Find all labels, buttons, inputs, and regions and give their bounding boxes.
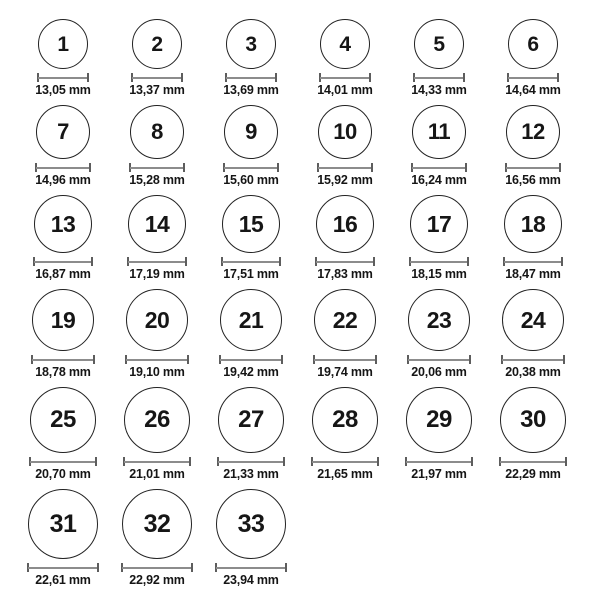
diameter-dimension-line xyxy=(221,257,281,266)
diameter-dimension-line xyxy=(317,163,373,172)
diameter-label: 21,97 mm xyxy=(411,467,467,481)
ring-size-number: 26 xyxy=(144,406,170,433)
ring-size-number: 9 xyxy=(245,119,257,144)
ring-size-cell xyxy=(298,105,392,187)
diameter-label: 19,74 mm xyxy=(317,365,373,379)
diameter-label: 13,05 mm xyxy=(35,83,91,97)
diameter-dimension-line xyxy=(499,457,567,466)
ring-circle xyxy=(504,195,562,253)
diameter-dimension-line xyxy=(127,257,187,266)
diameter-label: 14,96 mm xyxy=(35,173,91,187)
ring-circle xyxy=(410,195,468,253)
diameter-dimension-line xyxy=(125,355,189,364)
diameter-label: 20,06 mm xyxy=(411,365,467,379)
diameter-dimension-line xyxy=(315,257,375,266)
diameter-label: 15,60 mm xyxy=(223,173,279,187)
ring-size-cell xyxy=(16,105,110,187)
dimension-line-bar xyxy=(414,77,464,79)
dimension-line-bar xyxy=(132,77,182,79)
ring-size-cell xyxy=(486,195,580,281)
ring-circle xyxy=(124,387,190,453)
chart-row xyxy=(16,289,600,379)
ring-circle xyxy=(126,289,188,351)
ring-size-number: 5 xyxy=(433,32,445,56)
ring-size-number: 3 xyxy=(245,32,257,56)
ring-size-number: 24 xyxy=(520,306,546,333)
dimension-line-bar xyxy=(508,77,558,79)
ring-size-number: 10 xyxy=(333,119,357,144)
diameter-label: 18,47 mm xyxy=(505,267,561,281)
chart-row xyxy=(16,489,600,587)
ring-size-cell xyxy=(110,195,204,281)
ring-size-cell xyxy=(298,289,392,379)
dimension-line-bar xyxy=(504,261,562,263)
dimension-line-bar xyxy=(318,167,372,169)
diameter-dimension-line xyxy=(27,563,99,572)
diameter-dimension-line xyxy=(33,257,93,266)
diameter-label: 13,37 mm xyxy=(129,83,185,97)
dimension-line-bar xyxy=(320,77,370,79)
dimension-line-bar xyxy=(222,261,280,263)
diameter-dimension-line xyxy=(121,563,193,572)
ring-size-number: 4 xyxy=(339,32,351,56)
ring-size-cell xyxy=(486,105,580,187)
ring-circle xyxy=(220,289,282,351)
ring-circle xyxy=(132,19,182,69)
dimension-line-bar xyxy=(218,461,284,463)
ring-size-number: 2 xyxy=(151,32,163,56)
ring-size-cell xyxy=(110,105,204,187)
ring-size-number: 8 xyxy=(151,119,163,144)
diameter-dimension-line xyxy=(407,355,471,364)
ring-size-cell xyxy=(204,489,298,587)
ring-size-cell xyxy=(298,387,392,481)
ring-circle xyxy=(408,289,470,351)
ring-size-number: 18 xyxy=(520,210,546,237)
dimension-line-bar xyxy=(314,359,376,361)
ring-size-number: 31 xyxy=(49,509,77,538)
ring-size-cell xyxy=(204,289,298,379)
ring-size-cell xyxy=(204,195,298,281)
diameter-dimension-line xyxy=(29,457,97,466)
dimension-line-bar xyxy=(216,567,286,569)
ring-size-cell xyxy=(486,387,580,481)
ring-size-cell xyxy=(392,195,486,281)
ring-size-cell xyxy=(486,19,580,97)
ring-size-number: 1 xyxy=(57,32,69,56)
ring-size-cell xyxy=(392,105,486,187)
diameter-dimension-line xyxy=(217,457,285,466)
diameter-dimension-line xyxy=(319,73,371,82)
diameter-label: 19,42 mm xyxy=(223,365,279,379)
ring-size-cell xyxy=(110,19,204,97)
ring-circle xyxy=(30,387,96,453)
diameter-label: 17,51 mm xyxy=(223,267,279,281)
ring-circle xyxy=(318,105,372,159)
ring-size-cell xyxy=(16,195,110,281)
ring-size-number: 22 xyxy=(332,306,358,333)
diameter-dimension-line xyxy=(411,163,467,172)
dimension-line-bar xyxy=(122,567,192,569)
ring-size-number: 19 xyxy=(50,306,76,333)
dimension-line-bar xyxy=(406,461,472,463)
diameter-label: 23,94 mm xyxy=(223,573,279,587)
ring-circle xyxy=(32,289,94,351)
ring-size-number: 28 xyxy=(332,406,358,433)
ring-size-cell xyxy=(110,489,204,587)
diameter-label: 13,69 mm xyxy=(223,83,279,97)
ring-size-cell xyxy=(16,489,110,587)
chart-row xyxy=(16,19,600,97)
chart-row xyxy=(16,387,600,481)
ring-circle xyxy=(28,489,98,559)
ring-size-number: 16 xyxy=(332,210,358,237)
ring-size-number: 25 xyxy=(50,406,76,433)
diameter-dimension-line xyxy=(311,457,379,466)
ring-circle xyxy=(216,489,286,559)
diameter-dimension-line xyxy=(215,563,287,572)
diameter-dimension-line xyxy=(405,457,473,466)
chart-row xyxy=(16,195,600,281)
ring-circle xyxy=(226,19,276,69)
diameter-dimension-line xyxy=(223,163,279,172)
dimension-line-bar xyxy=(312,461,378,463)
ring-circle xyxy=(122,489,192,559)
ring-size-cell xyxy=(204,19,298,97)
diameter-label: 14,33 mm xyxy=(411,83,467,97)
diameter-label: 22,92 mm xyxy=(129,573,185,587)
dimension-line-bar xyxy=(128,261,186,263)
ring-size-number: 6 xyxy=(527,32,539,56)
ring-circle xyxy=(314,289,376,351)
diameter-dimension-line xyxy=(123,457,191,466)
ring-circle xyxy=(406,387,472,453)
dimension-line-bar xyxy=(316,261,374,263)
ring-size-number: 15 xyxy=(238,210,264,237)
dimension-line-bar xyxy=(226,77,276,79)
ring-size-cell xyxy=(204,387,298,481)
ring-circle xyxy=(36,105,90,159)
diameter-label: 14,64 mm xyxy=(505,83,561,97)
ring-size-number: 7 xyxy=(57,119,69,144)
diameter-dimension-line xyxy=(219,355,283,364)
diameter-label: 20,38 mm xyxy=(505,365,561,379)
dimension-line-bar xyxy=(126,359,188,361)
dimension-line-bar xyxy=(32,359,94,361)
ring-circle xyxy=(312,387,378,453)
ring-circle xyxy=(316,195,374,253)
diameter-label: 18,78 mm xyxy=(35,365,91,379)
dimension-line-bar xyxy=(130,167,184,169)
ring-size-cell xyxy=(16,387,110,481)
ring-size-cell xyxy=(392,289,486,379)
ring-size-number: 13 xyxy=(50,210,76,237)
ring-circle xyxy=(414,19,464,69)
ring-size-cell xyxy=(392,387,486,481)
ring-size-cell xyxy=(16,19,110,97)
dimension-line-bar xyxy=(30,461,96,463)
diameter-label: 14,01 mm xyxy=(317,83,373,97)
diameter-dimension-line xyxy=(409,257,469,266)
ring-circle xyxy=(500,387,566,453)
ring-size-number: 30 xyxy=(520,406,546,433)
dimension-line-bar xyxy=(502,359,564,361)
dimension-line-bar xyxy=(36,167,90,169)
ring-circle xyxy=(320,19,370,69)
ring-size-cell xyxy=(298,195,392,281)
diameter-label: 16,24 mm xyxy=(411,173,467,187)
diameter-label: 21,01 mm xyxy=(129,467,185,481)
ring-size-number: 23 xyxy=(426,306,452,333)
ring-size-number: 33 xyxy=(237,509,265,538)
ring-circle xyxy=(218,387,284,453)
dimension-line-bar xyxy=(410,261,468,263)
ring-size-number: 21 xyxy=(238,306,264,333)
ring-size-number: 14 xyxy=(144,210,170,237)
ring-circle xyxy=(128,195,186,253)
dimension-line-bar xyxy=(500,461,566,463)
ring-circle xyxy=(34,195,92,253)
ring-size-cell xyxy=(392,19,486,97)
ring-size-number: 17 xyxy=(426,210,452,237)
diameter-label: 17,19 mm xyxy=(129,267,185,281)
ring-size-number: 12 xyxy=(521,119,545,144)
dimension-line-bar xyxy=(124,461,190,463)
dimension-line-bar xyxy=(220,359,282,361)
diameter-dimension-line xyxy=(35,163,91,172)
diameter-dimension-line xyxy=(413,73,465,82)
diameter-label: 22,29 mm xyxy=(505,467,561,481)
ring-circle xyxy=(412,105,466,159)
diameter-dimension-line xyxy=(505,163,561,172)
diameter-dimension-line xyxy=(503,257,563,266)
ring-size-cell xyxy=(16,289,110,379)
diameter-label: 15,92 mm xyxy=(317,173,373,187)
diameter-label: 16,87 mm xyxy=(35,267,91,281)
ring-size-number: 27 xyxy=(238,406,264,433)
dimension-line-bar xyxy=(506,167,560,169)
diameter-label: 19,10 mm xyxy=(129,365,185,379)
ring-circle xyxy=(38,19,88,69)
diameter-dimension-line xyxy=(501,355,565,364)
ring-size-cell xyxy=(298,19,392,97)
ring-size-cell xyxy=(204,105,298,187)
ring-size-number: 11 xyxy=(427,119,451,144)
diameter-label: 21,65 mm xyxy=(317,467,373,481)
diameter-label: 17,83 mm xyxy=(317,267,373,281)
diameter-dimension-line xyxy=(131,73,183,82)
ring-size-cell xyxy=(486,289,580,379)
dimension-line-bar xyxy=(38,77,88,79)
ring-size-cell xyxy=(110,289,204,379)
dimension-line-bar xyxy=(224,167,278,169)
diameter-label: 22,61 mm xyxy=(35,573,91,587)
ring-size-cell xyxy=(110,387,204,481)
diameter-dimension-line xyxy=(31,355,95,364)
ring-size-number: 20 xyxy=(144,306,170,333)
ring-size-number: 32 xyxy=(143,509,171,538)
ring-circle xyxy=(130,105,184,159)
diameter-label: 15,28 mm xyxy=(129,173,185,187)
ring-circle xyxy=(508,19,558,69)
diameter-label: 21,33 mm xyxy=(223,467,279,481)
diameter-dimension-line xyxy=(37,73,89,82)
dimension-line-bar xyxy=(28,567,98,569)
diameter-label: 18,15 mm xyxy=(411,267,467,281)
diameter-label: 20,70 mm xyxy=(35,467,91,481)
diameter-dimension-line xyxy=(225,73,277,82)
ring-circle xyxy=(224,105,278,159)
dimension-line-bar xyxy=(34,261,92,263)
ring-circle xyxy=(506,105,560,159)
ring-circle xyxy=(502,289,564,351)
diameter-dimension-line xyxy=(313,355,377,364)
diameter-dimension-line xyxy=(507,73,559,82)
ring-circle xyxy=(222,195,280,253)
dimension-line-bar xyxy=(408,359,470,361)
chart-row xyxy=(16,105,600,187)
diameter-label: 16,56 mm xyxy=(505,173,561,187)
dimension-line-bar xyxy=(412,167,466,169)
diameter-dimension-line xyxy=(129,163,185,172)
ring-size-number: 29 xyxy=(426,406,452,433)
